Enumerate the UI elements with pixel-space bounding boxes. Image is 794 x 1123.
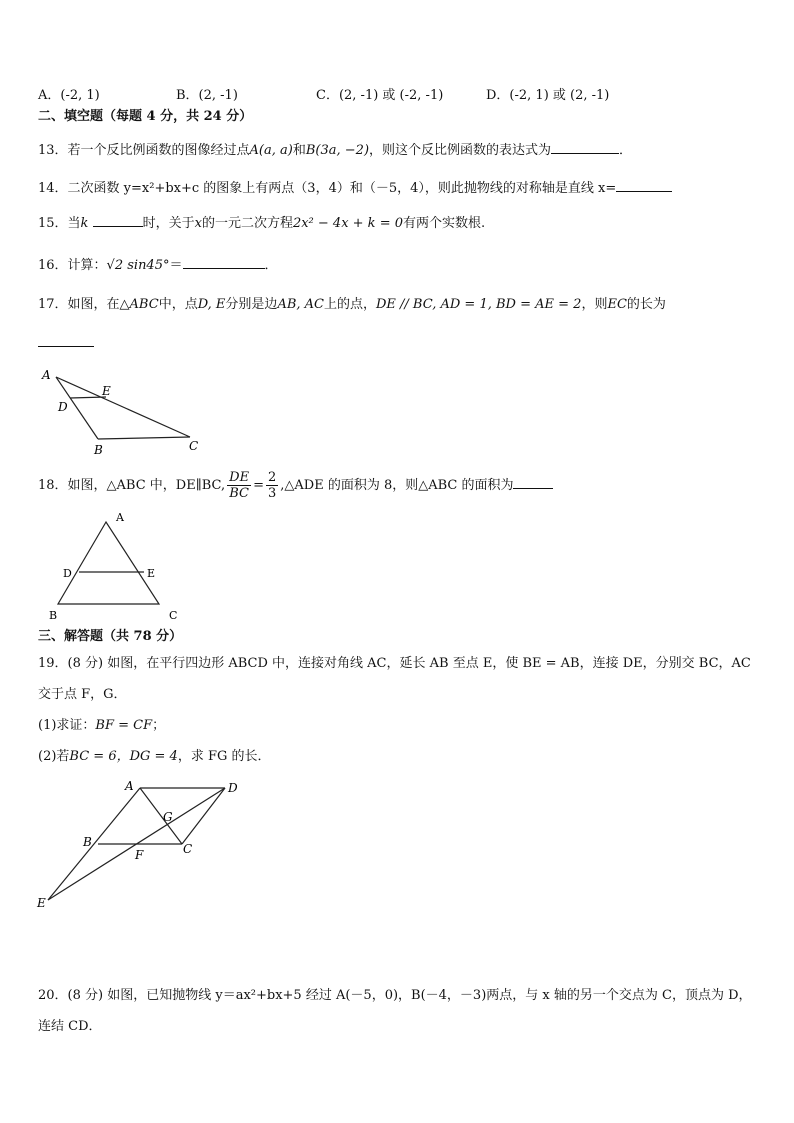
question-20-line-2: 连结 CD． [38,1019,102,1034]
q15-text-b: 时，关于 [142,216,195,231]
option-c: C．(2, -1) 或 (-2, -1) [316,88,444,103]
question-20-line-1: 20．(8 分) 如图，已知抛物线 y＝ax²+bx+5 经过 A(－5，0)，B(－4，－3)两点，与 x 轴的另一个交点为 C，顶点为 D， [38,988,752,1003]
fig19-label-f: F [135,848,144,862]
question-19-line-1: 19．(8 分) 如图，在平行四边形 ABCD 中，连接对角线 AC，延长 AB 至点 E，使 BE = AB，连接 DE，分别交 BC，AC [38,656,751,671]
question-16 [38,255,278,275]
fig19-line-de [48,788,225,900]
q18-frac-numerator: DE [229,470,250,485]
q19-part1-text-b: ； [152,718,166,733]
q13-answer-blank[interactable] [551,140,619,154]
q18-answer-blank[interactable] [513,475,553,489]
q19-part1-text-a: (1)求证： [38,718,96,733]
fig17-side-bc [98,437,190,439]
fig19-label-b: B [83,835,92,849]
q17-ec: EC [607,297,627,312]
q13-text-b: 和 [292,143,306,158]
fig19-label-g: G [163,810,173,824]
q15-equation: 2x² − 4x + k = 0 [292,216,403,231]
option-d: D．(-2, 1) 或 (2, -1) [486,88,610,103]
q19-part2-text-b: ，求 FG 的长． [177,749,271,764]
q19-part2-expr: BC = 6，DG = 4 [69,749,178,764]
q16-text-b: ＝ [169,258,183,273]
q15-text-d: 有两个实数根. [403,216,486,231]
fig19-diagonal-ac [140,788,182,844]
q15-var-k: k [80,216,89,231]
fig19-label-e: E [37,896,46,910]
section-2-heading: 二、填空题（每题 4 分，共 24 分） [38,109,253,124]
q15-text-a: 15．当 [38,216,81,231]
fig17-label-b: B [94,443,103,456]
q15-answer-blank[interactable] [93,213,143,227]
question-18 [38,470,553,501]
figure-18 [44,508,194,622]
q14-answer-blank[interactable] [616,178,672,192]
fig18-label-b: B [49,609,58,622]
fig17-label-a: A [42,368,51,382]
q13-point-a: A(a, a) [249,143,293,158]
section-3-heading: 三、解答题（共 78 分） [38,629,183,644]
q17-text-c: 分别是边 [225,297,278,312]
q17-points: D, E [197,297,226,312]
q18-text-a: 18．如图，△ABC 中，DE∥BC, [38,478,226,493]
q14-text: 14．二次函数 y=x²+bx+c 的图象上有两点（3，4）和（－5，4），则此抛物线的对称轴是直线 x= [38,181,617,196]
q13-text-a: 13．若一个反比例函数的图像经过点 [38,143,250,158]
question-15 [38,213,485,233]
fig18-label-e: E [147,567,156,580]
q17-text-e: ，则 [581,297,608,312]
q17-text-b: 中，点 [158,297,198,312]
question-13 [38,140,632,160]
q17-answer-blank[interactable] [38,346,94,347]
option-b: B．(2, -1) [176,88,238,103]
figure-19 [30,774,260,914]
q17-triangle: △ABC [119,297,159,312]
q16-end: ． [264,258,278,273]
option-a: A．(-2, 1) [38,88,100,103]
figure-17 [36,364,206,456]
q17-text-d: 上的点， [323,297,376,312]
q17-condition: DE // BC, AD = 1, BD = AE = 2 [376,297,582,312]
question-19-line-2: 交于点 F，G． [38,687,127,702]
fig17-label-e: E [102,384,111,398]
fig18-triangle-abc [58,522,159,604]
q18-fraction-value [266,470,278,501]
q19-part1-expr: BF = CF [95,718,153,733]
fig19-label-c: C [183,842,193,856]
fig17-segment-de [70,397,106,398]
q18-equals: = [253,478,264,493]
fig17-label-c: C [189,439,199,453]
q18-frac-denominator: BC [229,486,249,501]
q16-expr: √2 sin45° [106,258,170,273]
q18-text-b: ,△ADE 的面积为 8，则△ABC 的面积为 [280,478,514,493]
q16-answer-blank[interactable] [183,255,265,269]
question-19-part-2 [38,748,271,766]
q13-end: ． [619,143,633,158]
q15-var-x: x [194,216,202,231]
fig19-label-a: A [125,779,134,793]
q17-sides: AB, AC [277,297,324,312]
question-19-part-1 [38,717,165,735]
question-17 [38,296,666,314]
q16-text-a: 16．计算： [38,258,107,273]
fig19-side-dc [182,788,225,844]
q19-part2-text-a: (2)若 [38,749,70,764]
fig18-label-a: A [116,511,124,524]
fig18-label-d: D [63,567,72,580]
q13-text-c: ，则这个反比例函数的表达式为 [369,143,552,158]
q18-value-numerator: 2 [267,470,277,485]
q17-text-f: 的长为 [626,297,666,312]
q13-point-b: B(3a, −2) [305,143,370,158]
q18-value-denominator: 3 [267,486,277,501]
q15-text-c: 的一元二次方程 [201,216,293,231]
q17-text-a: 17．如图，在 [38,297,120,312]
question-14 [38,178,672,198]
q18-fraction-de-bc [227,470,251,501]
fig18-label-c: C [169,609,178,622]
fig17-label-d: D [58,400,68,414]
fig19-label-d: D [228,781,238,795]
